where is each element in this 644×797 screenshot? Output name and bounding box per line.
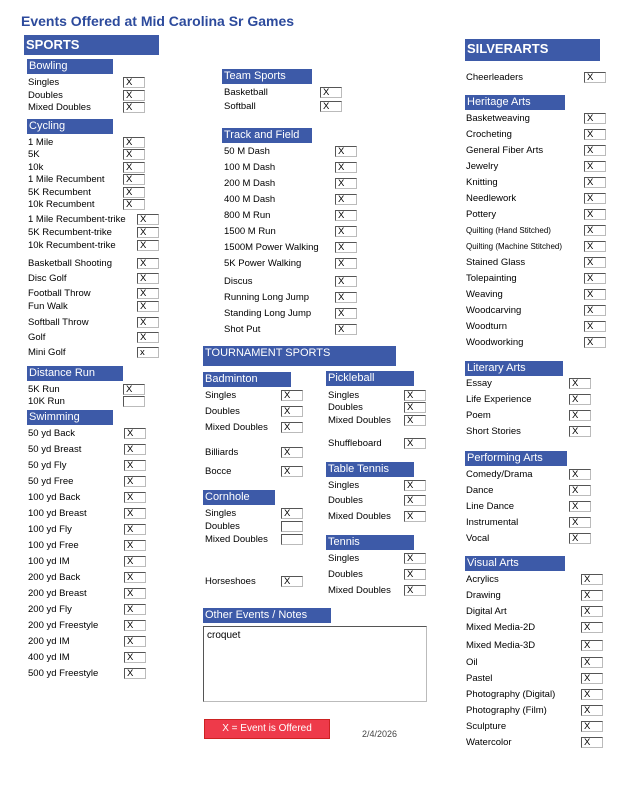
track-item-label: 1500 M Run [224,226,276,237]
heritage-checkbox-pottery[interactable]: X [584,209,606,220]
cycling-item-label: Football Throw [28,288,91,299]
performing-checkbox-vocal[interactable]: X [569,533,591,544]
literary-item-label: Life Experience [466,394,532,405]
visual-item-label: Drawing [466,590,501,601]
visual-item-label: Photography (Digital) [466,689,556,700]
badminton-item-label: Mixed Doubles [205,422,268,433]
cycling-item-label: Basketball Shooting [28,258,112,269]
swimming-item-label: 50 yd Free [28,476,74,487]
tabletennis-item-label: Singles [328,480,360,491]
literary-item-label: Essay [466,378,492,389]
performing-checkbox-line-dance[interactable]: X [569,501,591,512]
swimming-item-label: 200 yd IM [28,636,70,647]
pickleball-checkbox-singles[interactable]: X [404,390,426,401]
swimming-checkbox-100-yd-fly[interactable]: X [124,524,146,535]
page-title: Events Offered at Mid Carolina Sr Games [21,13,295,29]
track-item-label: 100 M Dash [224,162,276,173]
visual-checkbox-mixed-media-3d[interactable]: X [581,640,603,651]
swimming-checkbox-100-yd-back[interactable]: X [124,492,146,503]
swimming-checkbox-50-yd-free[interactable]: X [124,476,146,487]
visual-checkbox-pastel[interactable]: X [581,673,603,684]
heritage-checkbox-stained-glass[interactable]: X [584,257,606,268]
swimming-checkbox-200-yd-fly[interactable]: X [124,604,146,615]
swimming-item-label: 500 yd Freestyle [28,668,99,679]
heritage-checkbox-needlework[interactable]: X [584,193,606,204]
bowling-item-label: Mixed Doubles [28,102,91,113]
cycling-checkbox-football-throw[interactable]: X [137,288,159,299]
swimming-checkbox-500-yd-freestyle[interactable]: X [124,668,146,679]
swimming-item-label: 50 yd Fly [28,460,67,471]
badminton-item-label: Billiards [205,447,239,458]
cycling-checkbox-basketball-shooting[interactable]: X [137,258,159,269]
badminton-checkbox-bocce[interactable]: X [281,466,303,477]
swimming-checkbox-50-yd-fly[interactable]: X [124,460,146,471]
swimming-item-label: 200 yd Freestyle [28,620,99,631]
cycling-item-label: 10k Recumbent-trike [28,240,116,251]
literary-checkbox-life-experience[interactable]: X [569,394,591,405]
cycling-item-label: 10k [28,162,44,173]
visual-checkbox-oil[interactable]: X [581,657,603,668]
heritage-item-label: Quilting (Machine Stitched) [466,242,563,251]
heritage-item-label: Jewelry [466,161,499,172]
performing-item-label: Line Dance [466,501,515,512]
section-header-visual: Visual Arts [465,556,565,571]
section-header-sports: SPORTS [24,35,159,55]
tennis-checkbox-doubles[interactable]: X [404,569,426,580]
bowling-item-label: Singles [28,77,60,88]
badminton-item-label: Doubles [205,406,240,417]
section-header-tennis: Tennis [326,535,414,550]
cornhole-item-label: Horseshoes [205,576,256,587]
heritage-checkbox-woodcarving[interactable]: X [584,305,606,316]
silverarts-item-label: Cheerleaders [466,72,524,83]
section-header-badminton: Badminton [203,372,291,387]
visual-item-label: Photography (Film) [466,705,547,716]
track-checkbox-50-m-dash[interactable]: X [335,146,357,157]
visual-checkbox-drawing[interactable]: X [581,590,603,601]
silverarts-checkbox-cheerleaders[interactable]: X [584,72,606,83]
track-checkbox-discus[interactable]: X [335,276,357,287]
swimming-checkbox-100-yd-im[interactable]: X [124,556,146,567]
track-item-label: Running Long Jump [224,292,310,303]
section-header-literary: Literary Arts [465,361,563,376]
badminton-checkbox-mixed-doubles[interactable]: X [281,422,303,433]
section-header-track: Track and Field [222,128,312,143]
visual-checkbox-photography-digital[interactable]: X [581,689,603,700]
cornhole-checkbox-mixed-doubles[interactable] [281,534,303,545]
tennis-item-label: Singles [328,553,360,564]
track-checkbox-800-m-run[interactable]: X [335,210,357,221]
section-header-silverarts: SILVERARTS [465,39,600,61]
cycling-item-label: 1 Mile Recumbent-trike [28,214,126,225]
section-header-cornhole: Cornhole [203,490,275,505]
track-checkbox-200-m-dash[interactable]: X [335,178,357,189]
cycling-checkbox-1-mile[interactable]: X [123,137,145,148]
tabletennis-checkbox-mixed-doubles[interactable]: X [404,511,426,522]
cycling-checkbox-fun-walk[interactable]: X [137,301,159,312]
visual-item-label: Mixed Media-2D [466,622,536,633]
cycling-checkbox-10k[interactable]: X [123,162,145,173]
team-checkbox-basketball[interactable]: X [320,87,342,98]
track-checkbox-100-m-dash[interactable]: X [335,162,357,173]
literary-checkbox-short-stories[interactable]: X [569,426,591,437]
distance-checkbox-10k-run[interactable] [123,396,145,407]
cycling-checkbox-mini-golf[interactable]: x [137,347,159,358]
heritage-item-label: Crocheting [466,129,512,140]
tabletennis-item-label: Mixed Doubles [328,511,391,522]
visual-checkbox-digital-art[interactable]: X [581,606,603,617]
section-header-tournament: TOURNAMENT SPORTS [203,346,396,366]
cycling-checkbox-5k-recumbent[interactable]: X [123,187,145,198]
visual-item-label: Digital Art [466,606,507,617]
track-checkbox-1500-m-run[interactable]: X [335,226,357,237]
track-checkbox-5k-power-walking[interactable]: X [335,258,357,269]
swimming-item-label: 50 yd Breast [28,444,82,455]
tennis-item-label: Doubles [328,569,363,580]
heritage-item-label: Woodturn [466,321,508,332]
swimming-checkbox-200-yd-back[interactable]: X [124,572,146,583]
performing-checkbox-comedy-drama[interactable]: X [569,469,591,480]
cycling-item-label: 1 Mile Recumbent [28,174,105,185]
section-header-other: Other Events / Notes [203,608,331,623]
tabletennis-checkbox-doubles[interactable]: X [404,495,426,506]
badminton-item-label: Bocce [205,466,232,477]
swimming-checkbox-200-yd-freestyle[interactable]: X [124,620,146,631]
team-item-label: Softball [224,101,256,112]
tabletennis-item-label: Doubles [328,495,363,506]
swimming-checkbox-50-yd-breast[interactable]: X [124,444,146,455]
swimming-checkbox-400-yd-im[interactable]: X [124,652,146,663]
visual-checkbox-sculpture[interactable]: X [581,721,603,732]
heritage-item-label: Woodcarving [466,305,522,316]
literary-checkbox-essay[interactable]: X [569,378,591,389]
track-checkbox-standing-long-jump[interactable]: X [335,308,357,319]
visual-checkbox-mixed-media-2d[interactable]: X [581,622,603,633]
cycling-item-label: Fun Walk [28,301,68,312]
performing-item-label: Dance [466,485,494,496]
visual-item-label: Acrylics [466,574,499,585]
visual-item-label: Sculpture [466,721,507,732]
heritage-item-label: General Fiber Arts [466,145,544,156]
track-checkbox-400-m-dash[interactable]: X [335,194,357,205]
bowling-item-label: Doubles [28,90,63,101]
badminton-checkbox-billiards[interactable]: X [281,447,303,458]
section-header-cycling: Cycling [27,119,113,134]
heritage-checkbox-knitting[interactable]: X [584,177,606,188]
cycling-checkbox-golf[interactable]: X [137,332,159,343]
heritage-checkbox-weaving[interactable]: X [584,289,606,300]
visual-item-label: Oil [466,657,478,668]
track-checkbox-shot-put[interactable]: X [335,324,357,335]
heritage-item-label: Weaving [466,289,503,300]
literary-checkbox-poem[interactable]: X [569,410,591,421]
swimming-item-label: 100 yd Breast [28,508,87,519]
bowling-checkbox-singles[interactable]: X [123,77,145,88]
literary-item-label: Poem [466,410,491,421]
track-item-label: Discus [224,276,253,287]
cycling-item-label: 5K [28,149,40,160]
visual-checkbox-photography-film[interactable]: X [581,705,603,716]
distance-checkbox-5k-run[interactable]: X [123,384,145,395]
track-item-label: 200 M Dash [224,178,276,189]
other-events-notes-field[interactable]: croquet [203,626,427,702]
pickleball-item-label: Singles [328,390,360,401]
cornhole-item-label: Mixed Doubles [205,534,268,545]
badminton-checkbox-doubles[interactable]: X [281,406,303,417]
swimming-item-label: 400 yd IM [28,652,70,663]
cycling-checkbox-softball-throw[interactable]: X [137,317,159,328]
cornhole-checkbox-doubles[interactable] [281,521,303,532]
literary-item-label: Short Stories [466,426,521,437]
team-item-label: Basketball [224,87,268,98]
cycling-item-label: 10k Recumbent [28,199,95,210]
cornhole-checkbox-singles[interactable]: X [281,508,303,519]
cycling-item-label: Disc Golf [28,273,67,284]
badminton-item-label: Singles [205,390,237,401]
cycling-item-label: 1 Mile [28,137,54,148]
heritage-checkbox-basketweaving[interactable]: X [584,113,606,124]
heritage-item-label: Tolepainting [466,273,517,284]
cornhole-checkbox-horseshoes[interactable]: X [281,576,303,587]
cycling-item-label: 5K Recumbent [28,187,91,198]
track-item-label: Standing Long Jump [224,308,312,319]
section-header-swimming: Swimming [27,410,113,425]
swimming-item-label: 100 yd IM [28,556,70,567]
heritage-item-label: Stained Glass [466,257,526,268]
section-header-team: Team Sports [222,69,312,84]
heritage-checkbox-jewelry[interactable]: X [584,161,606,172]
cycling-item-label: Golf [28,332,46,343]
heritage-checkbox-crocheting[interactable]: X [584,129,606,140]
cycling-checkbox-disc-golf[interactable]: X [137,273,159,284]
cycling-item-label: Softball Throw [28,317,89,328]
pickleball-item-label: Mixed Doubles [328,415,391,426]
swimming-item-label: 200 yd Back [28,572,81,583]
section-header-tabletennis: Table Tennis [326,462,414,477]
section-header-distance: Distance Run [27,366,123,381]
section-header-performing: Performing Arts [465,451,567,466]
tabletennis-checkbox-singles[interactable]: X [404,480,426,491]
performing-checkbox-dance[interactable]: X [569,485,591,496]
swimming-checkbox-50-yd-back[interactable]: X [124,428,146,439]
section-header-pickleball: Pickleball [326,371,414,386]
swimming-checkbox-200-yd-breast[interactable]: X [124,588,146,599]
swimming-checkbox-100-yd-free[interactable]: X [124,540,146,551]
legend-badge: X = Event is Offered [204,719,330,739]
track-item-label: 1500M Power Walking [224,242,319,253]
heritage-checkbox-woodworking[interactable]: X [584,337,606,348]
swimming-item-label: 200 yd Fly [28,604,72,615]
cycling-checkbox-1-mile-recumbent[interactable]: X [123,174,145,185]
distance-item-label: 5K Run [28,384,60,395]
heritage-checkbox-general-fiber-arts[interactable]: X [584,145,606,156]
pickleball-checkbox-mixed-doubles[interactable]: X [404,415,426,426]
visual-checkbox-watercolor[interactable]: X [581,737,603,748]
section-header-heritage: Heritage Arts [465,95,565,110]
tennis-checkbox-singles[interactable]: X [404,553,426,564]
bowling-checkbox-mixed-doubles[interactable]: X [123,102,145,113]
cornhole-item-label: Singles [205,508,237,519]
heritage-item-label: Woodworking [466,337,524,348]
heritage-item-label: Basketweaving [466,113,530,124]
swimming-item-label: 200 yd Breast [28,588,87,599]
swimming-item-label: 100 yd Free [28,540,79,551]
performing-item-label: Instrumental [466,517,519,528]
heritage-checkbox-woodturn[interactable]: X [584,321,606,332]
swimming-item-label: 50 yd Back [28,428,75,439]
track-checkbox-1500m-power-walking[interactable]: X [335,242,357,253]
cycling-checkbox-5k[interactable]: X [123,149,145,160]
swimming-checkbox-200-yd-im[interactable]: X [124,636,146,647]
visual-item-label: Mixed Media-3D [466,640,536,651]
cycling-checkbox-5k-recumbent-trike[interactable]: X [137,227,159,238]
badminton-checkbox-singles[interactable]: X [281,390,303,401]
swimming-item-label: 100 yd Back [28,492,81,503]
heritage-checkbox-quilting-machine-stitched[interactable]: X [584,241,606,252]
form-date: 2/4/2026 [362,729,398,739]
visual-item-label: Pastel [466,673,493,684]
pickleball-item-label: Shuffleboard [328,438,382,449]
track-item-label: 50 M Dash [224,146,270,157]
visual-checkbox-acrylics[interactable]: X [581,574,603,585]
distance-item-label: 10K Run [28,396,65,407]
track-item-label: 5K Power Walking [224,258,302,269]
track-item-label: 800 M Run [224,210,271,221]
section-header-bowling: Bowling [27,59,113,74]
cycling-checkbox-10k-recumbent[interactable]: X [123,199,145,210]
heritage-checkbox-quilting-hand-stitched[interactable]: X [584,225,606,236]
tennis-item-label: Mixed Doubles [328,585,391,596]
cycling-item-label: 5K Recumbent-trike [28,227,112,238]
heritage-item-label: Quilting (Hand Stitched) [466,226,551,235]
cornhole-item-label: Doubles [205,521,240,532]
cycling-checkbox-10k-recumbent-trike[interactable]: X [137,240,159,251]
heritage-item-label: Pottery [466,209,497,220]
heritage-checkbox-tolepainting[interactable]: X [584,273,606,284]
team-checkbox-softball[interactable]: X [320,101,342,112]
pickleball-checkbox-doubles[interactable]: X [404,402,426,413]
bowling-checkbox-doubles[interactable]: X [123,90,145,101]
visual-item-label: Watercolor [466,737,512,748]
swimming-item-label: 100 yd Fly [28,524,72,535]
pickleball-checkbox-shuffleboard[interactable]: X [404,438,426,449]
pickleball-item-label: Doubles [328,402,363,413]
cycling-item-label: Mini Golf [28,347,66,358]
track-item-label: Shot Put [224,324,261,335]
swimming-checkbox-100-yd-breast[interactable]: X [124,508,146,519]
heritage-item-label: Knitting [466,177,498,188]
performing-item-label: Comedy/Drama [466,469,533,480]
performing-checkbox-instrumental[interactable]: X [569,517,591,528]
track-checkbox-running-long-jump[interactable]: X [335,292,357,303]
tennis-checkbox-mixed-doubles[interactable]: X [404,585,426,596]
cycling-checkbox-1-mile-recumbent-trike[interactable]: X [137,214,159,225]
performing-item-label: Vocal [466,533,490,544]
track-item-label: 400 M Dash [224,194,276,205]
heritage-item-label: Needlework [466,193,517,204]
